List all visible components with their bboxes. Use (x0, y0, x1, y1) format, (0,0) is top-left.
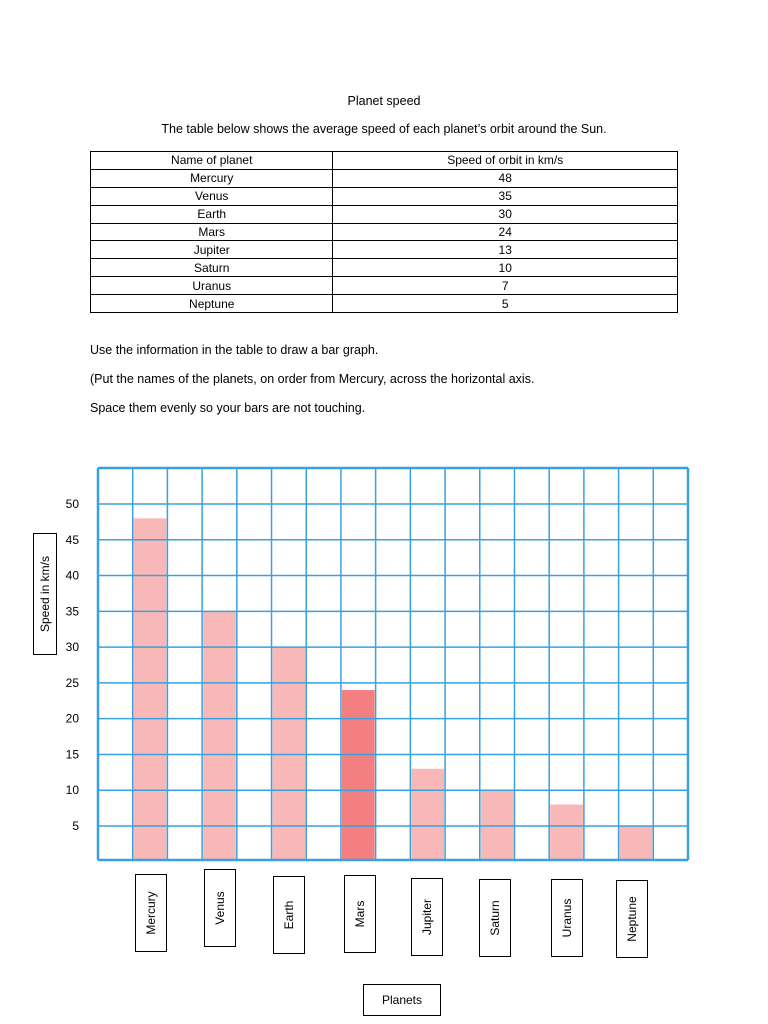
category-label: Mercury (144, 891, 158, 935)
table-cell-planet: Mars (91, 223, 333, 241)
y-tick-label: 10 (65, 783, 79, 798)
bar (134, 518, 167, 860)
category-label-box (135, 874, 167, 952)
category-label-box (479, 879, 511, 957)
page-title: Planet speed (347, 94, 421, 108)
y-tick-label: 45 (65, 532, 79, 547)
table-cell-planet: Jupiter (91, 241, 333, 259)
category-label-box (344, 875, 376, 953)
bar (620, 826, 653, 860)
bar (550, 805, 583, 860)
table-cell-planet: Saturn (91, 259, 333, 277)
instruction-line: Use the information in the table to draw a bar graph. (90, 343, 379, 357)
bar (273, 647, 306, 860)
category-label: Mars (353, 900, 367, 928)
y-tick-label: 30 (65, 640, 79, 655)
category-label: Earth (282, 900, 296, 930)
y-axis-label-box (33, 533, 57, 655)
category-label-box (273, 876, 305, 954)
bar (481, 790, 514, 860)
table-cell-planet: Venus (91, 187, 333, 205)
category-label: Uranus (560, 898, 574, 938)
intro-text: The table below shows the average speed of each planet’s orbit around the Sun. (161, 122, 607, 136)
instruction-line: (Put the names of the planets, on order from Mercury, across the horizontal axis. (90, 372, 535, 386)
table-cell-planet: Mercury (91, 169, 333, 187)
category-label-box (616, 880, 648, 958)
table-cell-speed: 7 (333, 277, 678, 295)
category-label: Jupiter (420, 898, 434, 936)
table-header-speed: Speed of orbit in km/s (333, 152, 678, 170)
table-cell-speed: 35 (333, 187, 678, 205)
y-tick-label: 35 (65, 604, 79, 619)
y-tick-label: 25 (65, 675, 79, 690)
category-label-box (551, 879, 583, 957)
table-cell-speed: 30 (333, 205, 678, 223)
y-tick-label: 5 (72, 819, 79, 833)
y-tick-label: 40 (65, 568, 79, 583)
bar (411, 769, 444, 860)
category-label-box (411, 878, 443, 956)
x-axis-label: Planets (381, 993, 423, 1007)
y-tick-label: 15 (65, 747, 79, 762)
category-label-box (204, 869, 236, 947)
table-cell-speed: 13 (333, 241, 678, 259)
table-cell-speed: 5 (333, 295, 678, 313)
table-header-planet: Name of planet (91, 152, 333, 170)
category-label: Neptune (625, 896, 639, 942)
bar (203, 611, 236, 860)
instruction-line: Space them evenly so your bars are not touching. (90, 401, 366, 415)
table-cell-speed: 10 (333, 259, 678, 277)
category-label: Saturn (488, 900, 502, 936)
y-axis-label: Speed in km/s (38, 555, 52, 633)
y-tick-label: 20 (65, 711, 79, 726)
y-tick-label: 50 (65, 497, 79, 511)
bar (342, 690, 375, 860)
table-cell-planet: Neptune (91, 295, 333, 313)
table-cell-speed: 48 (333, 169, 678, 187)
table-cell-planet: Earth (91, 205, 333, 223)
table-cell-speed: 24 (333, 223, 678, 241)
category-label: Venus (213, 891, 227, 925)
table-cell-planet: Uranus (91, 277, 333, 295)
x-axis-label-box (363, 984, 441, 1016)
